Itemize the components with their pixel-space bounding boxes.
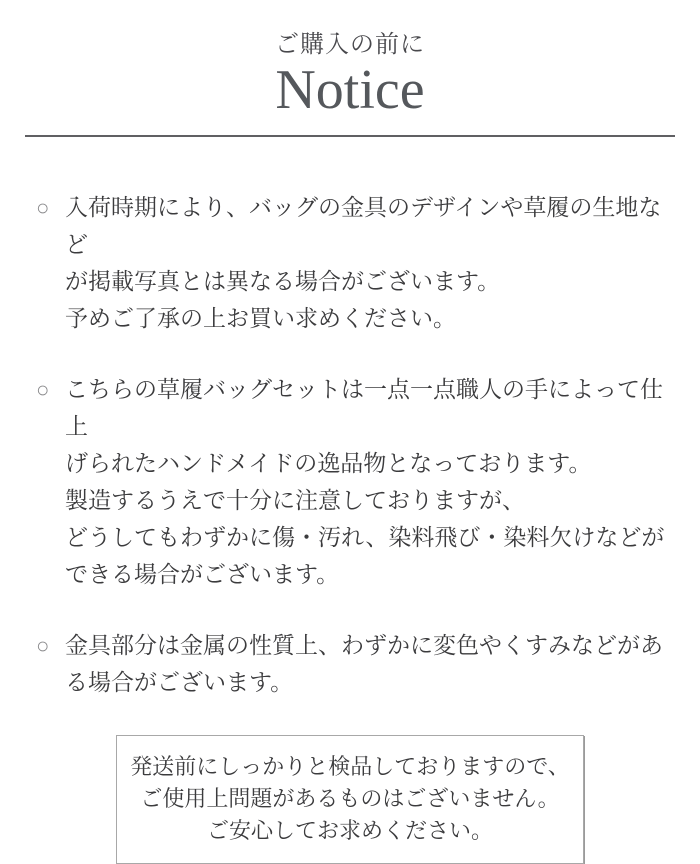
- notice-text: [65, 371, 672, 593]
- page-header: [0, 0, 700, 121]
- notice-line: が掲載写真とは異なる場合がございます。: [65, 268, 501, 294]
- circle-bullet-icon: ○: [36, 195, 50, 220]
- assurance-line: ご使用上問題があるものはございません。: [140, 786, 560, 811]
- notice-line: 予めご了承の上お買い求めください。: [65, 305, 456, 331]
- assurance-line: ご安心してお求めください。: [206, 818, 493, 843]
- notice-line: げられたハンドメイドの逸品物となっております。: [65, 450, 592, 476]
- notice-line: 製造するうえで十分に注意しておりますが、: [65, 487, 525, 513]
- notice-line: どうしてもわずかに傷・汚れ、染料飛び・染料欠けなどが: [65, 524, 665, 550]
- notice-line: こちらの草履バッグセットは一点一点職人の手によって仕上: [65, 376, 663, 439]
- notice-line: 金具部分は金属の性質上、わずかに変色やくすみなどがあ: [65, 632, 663, 658]
- notice-line: る場合がございます。: [65, 669, 294, 695]
- circle-bullet-icon: ○: [36, 633, 50, 658]
- notice-text: [65, 627, 672, 701]
- assurance-line: 発送前にしっかりと検品しておりますので、: [130, 754, 570, 779]
- page-title: Notice: [275, 59, 425, 121]
- notice-text: [65, 189, 672, 337]
- notice-item-metal-parts: [36, 627, 672, 701]
- notice-item-handmade: [36, 371, 672, 593]
- notice-line: できる場合がございます。: [65, 561, 340, 587]
- circle-bullet-icon: ○: [36, 377, 50, 402]
- inspection-assurance-box: [116, 735, 584, 864]
- notice-list: [0, 137, 700, 701]
- header-subtitle: ご購入の前に: [275, 32, 425, 58]
- notice-item-stock-variation: [36, 189, 672, 337]
- notice-line: 入荷時期により、バッグの金具のデザインや草履の生地など: [65, 194, 662, 257]
